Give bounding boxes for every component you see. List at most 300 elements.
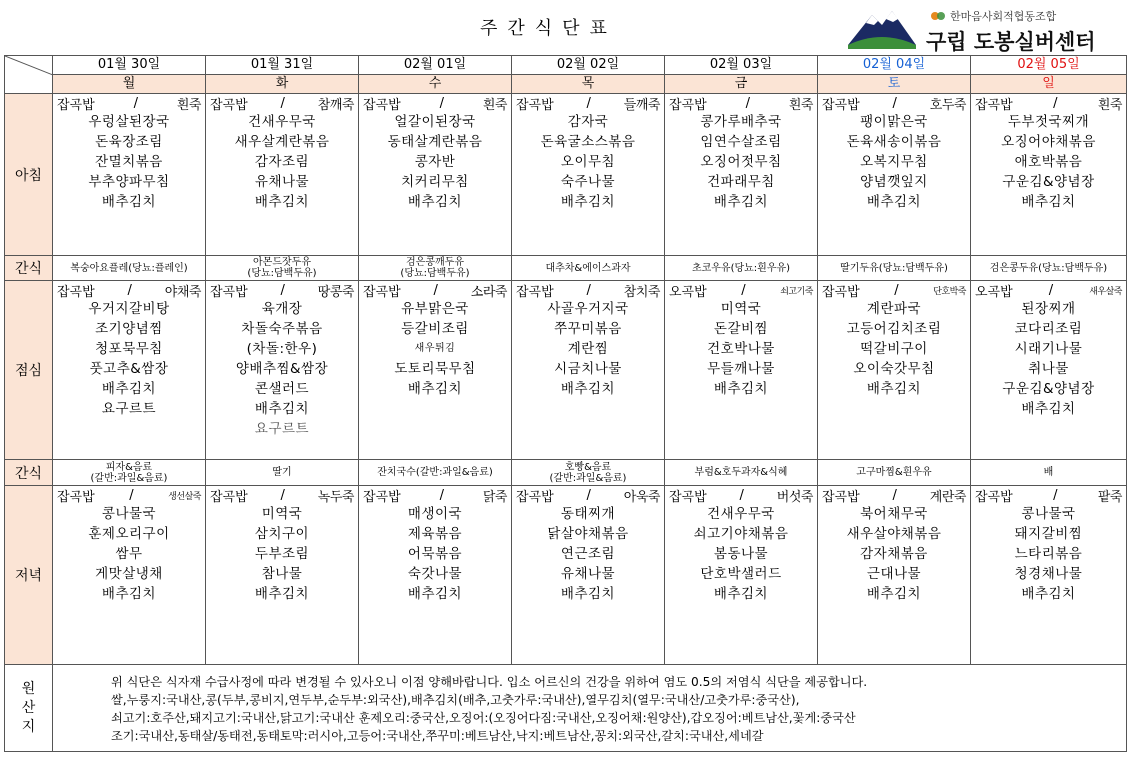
- date-cell: [359, 56, 512, 75]
- rice-type: 잡곡밥: [363, 284, 401, 300]
- menu-item: 유채나물: [560, 566, 616, 582]
- menu-item: 미역국: [720, 301, 762, 317]
- dinner-cell: [818, 486, 971, 665]
- menu-item: 배추김치: [101, 194, 157, 210]
- weekday-cell: [818, 75, 971, 94]
- rice-type: 잡곡밥: [822, 489, 860, 505]
- date-cell: [53, 56, 206, 75]
- separator: /: [433, 282, 438, 298]
- menu-item: 숙주나물: [560, 174, 616, 190]
- snack-text: (당뇨:담백두유): [247, 268, 317, 279]
- menu-item: 코다리조림: [1014, 321, 1083, 337]
- snack1-label: 간식: [5, 256, 53, 281]
- snack-text: 대추차&에이스과자: [545, 262, 631, 274]
- org-name: 구립 도봉실버센터: [926, 30, 1096, 54]
- menu-item: (차돌:한우): [246, 341, 318, 357]
- snack2-cell: [206, 460, 359, 486]
- snack2-cell: [665, 460, 818, 486]
- menu-item: 숙갓나물: [407, 566, 463, 582]
- snack-text: 고구마찜&흰우유: [856, 467, 932, 478]
- porridge-type: 버섯죽: [776, 489, 813, 505]
- lunch-cell: [512, 281, 665, 460]
- date-cell: [971, 56, 1127, 75]
- menu-item: 청포묵무침: [95, 341, 163, 357]
- menu-item: 배추김치: [713, 586, 769, 602]
- weekly-menu-table: [4, 55, 1127, 752]
- porridge-type: 흰죽: [788, 97, 813, 113]
- separator: /: [741, 282, 746, 298]
- lunch-cell: [818, 281, 971, 460]
- snack-text: 복숭아요플레(당뇨:플레인): [70, 262, 188, 274]
- menu-item: 돈갈비찜: [713, 321, 769, 337]
- menu-item: 조기양념찜: [95, 321, 163, 337]
- date-label: 02월 03일: [709, 57, 773, 72]
- menu-item: 부추양파무침: [88, 174, 170, 190]
- org-subtitle: [930, 8, 1056, 24]
- dinner-row: [5, 486, 1127, 665]
- snack1-cell: [971, 256, 1127, 281]
- rice-porridge-line: [971, 94, 1126, 112]
- rice-type: 잡곡밥: [57, 284, 95, 300]
- lunch-label: 점심: [5, 281, 53, 460]
- menu-item: 콩나물국: [101, 506, 157, 522]
- snack2-cell: [53, 460, 206, 486]
- rice-porridge-line: [206, 94, 358, 112]
- menu-item: 쇠고기야채볶음: [693, 526, 789, 542]
- porridge-type: 닭죽: [482, 489, 507, 505]
- weekday-label: 금: [665, 75, 817, 93]
- rice-porridge-line: [359, 486, 511, 504]
- menu-item: 양념깻잎지: [860, 174, 928, 190]
- menu-item: 근대나물: [866, 566, 922, 582]
- snack1-cell: [359, 256, 512, 281]
- weekday-label: 화: [206, 75, 358, 93]
- dinner-cell: [206, 486, 359, 665]
- snack-text: (갈반:과일&음료): [549, 472, 627, 484]
- separator: /: [439, 487, 444, 503]
- rice-porridge-line: [818, 486, 970, 504]
- menu-item: 새우튀김: [414, 343, 456, 354]
- separator: /: [745, 95, 750, 111]
- menu-item: 단호박샐러드: [700, 566, 782, 582]
- menu-item: 풋고추&쌈장: [89, 361, 169, 377]
- lunch-row: [5, 281, 1127, 460]
- weekday-row: [5, 75, 1127, 94]
- menu-item: 배추김치: [407, 586, 463, 602]
- origin-line: 조기:국내산,동태살/동태전,동태토막:러시아,고등어:국내산,쭈꾸미:베트남산,낙지:베트남산,꽁치:외국산,갈치:국내산,세네갈: [111, 729, 764, 743]
- separator: /: [892, 487, 897, 503]
- rice-porridge-line: [53, 94, 205, 112]
- rice-type: 잡곡밥: [975, 489, 1013, 505]
- menu-item: 동태찌개: [560, 506, 616, 522]
- menu-item: 배추김치: [1021, 586, 1076, 602]
- weekday-cell: [971, 75, 1127, 94]
- menu-item: 삼치구이: [254, 526, 310, 542]
- rice-type: 잡곡밥: [822, 284, 860, 300]
- menu-item: 유채나물: [254, 174, 310, 190]
- snack2-label: 간식: [5, 460, 53, 486]
- separator: /: [1048, 282, 1054, 298]
- menu-item: 요구르트: [254, 421, 310, 437]
- menu-item: 배추김치: [866, 194, 922, 210]
- snack-text: 딸기두유(당뇨:담백두유): [840, 262, 948, 274]
- porridge-type: 녹두죽: [317, 489, 354, 505]
- menu-item: 새우살야채볶음: [846, 526, 942, 542]
- menu-item: 쭈꾸미볶음: [554, 321, 622, 337]
- date-cell: [206, 56, 359, 75]
- breakfast-cell: [818, 94, 971, 256]
- menu-item: 봄동나물: [713, 546, 769, 562]
- porridge-type: 참깨죽: [317, 97, 354, 113]
- menu-item: 고등어김치조림: [846, 321, 942, 337]
- menu-item: 배추김치: [101, 381, 157, 397]
- menu-item: 돼지갈비찜: [1014, 526, 1083, 542]
- menu-item: 오징어젓무침: [700, 154, 782, 170]
- dinner-cell: [971, 486, 1127, 665]
- origin-label-char: 산: [21, 699, 36, 716]
- snack2-row: [5, 460, 1127, 486]
- menu-item: 배추김치: [866, 586, 922, 602]
- rice-porridge-line: [206, 281, 358, 299]
- porridge-type: 야채죽: [164, 284, 201, 300]
- weekday-cell: [359, 75, 512, 94]
- lunch-cell: [665, 281, 818, 460]
- menu-item: 배추김치: [560, 586, 616, 602]
- weekday-cell: [512, 75, 665, 94]
- porridge-type: 호두죽: [929, 97, 966, 113]
- porridge-type: 생선살죽: [168, 491, 201, 502]
- rice-type: 잡곡밥: [57, 97, 95, 113]
- rice-type: 잡곡밥: [516, 284, 554, 300]
- origin-label: [5, 665, 53, 752]
- menu-item: 우렁살된장국: [88, 114, 170, 130]
- rice-type: 잡곡밥: [975, 97, 1013, 113]
- menu-item: 제육볶음: [407, 526, 463, 542]
- menu-item: 배추김치: [254, 194, 310, 210]
- menu-item: 건파래무침: [707, 174, 775, 190]
- snack2-cell: [512, 460, 665, 486]
- separator: /: [280, 487, 285, 503]
- rice-porridge-line: [359, 94, 511, 112]
- dinner-cell: [512, 486, 665, 665]
- menu-item: 된장찌개: [1021, 301, 1076, 317]
- rice-type: 오곡밥: [669, 284, 707, 300]
- menu-item: 육개장: [261, 301, 303, 317]
- menu-item: 배추김치: [560, 194, 616, 210]
- rice-type: 잡곡밥: [516, 97, 554, 113]
- porridge-type: 소라죽: [470, 284, 507, 300]
- snack-text: 피자&음료: [105, 461, 153, 473]
- rice-type: 잡곡밥: [669, 97, 707, 113]
- rice-type: 잡곡밥: [210, 97, 248, 113]
- menu-item: 배추김치: [1021, 194, 1076, 210]
- breakfast-row: [5, 94, 1127, 256]
- separator: /: [280, 95, 285, 111]
- origin-label-char: 지: [21, 718, 36, 735]
- separator: /: [280, 282, 285, 298]
- menu-item: 시금치나물: [554, 361, 622, 377]
- porridge-type: 쇠고기죽: [780, 286, 813, 297]
- snack2-cell: [971, 460, 1127, 486]
- rice-porridge-line: [665, 94, 817, 112]
- menu-item: 구운김&양념장: [1002, 381, 1095, 397]
- date-cell: [512, 56, 665, 75]
- menu-item: 양배추찜&쌈장: [235, 361, 329, 377]
- menu-item: 배추김치: [1021, 401, 1076, 417]
- menu-item: 구운김&양념장: [1002, 174, 1095, 190]
- lunch-cell: [359, 281, 512, 460]
- menu-item: 건새우무국: [248, 114, 316, 130]
- porridge-type: 흰죽: [482, 97, 507, 113]
- menu-item: 치커리무침: [401, 174, 469, 190]
- snack1-cell: [818, 256, 971, 281]
- porridge-type: 들깨죽: [623, 97, 660, 113]
- rice-porridge-line: [359, 281, 511, 299]
- menu-item: 팽이맑은국: [860, 114, 928, 130]
- rice-type: 잡곡밥: [210, 489, 248, 505]
- rice-porridge-line: [665, 486, 817, 504]
- menu-item: 등갈비조림: [401, 321, 469, 337]
- snack-text: 초코우유(당뇨:흰우유): [691, 262, 791, 274]
- breakfast-cell: [665, 94, 818, 256]
- menu-item: 동태살계란볶음: [387, 134, 483, 150]
- menu-item: 두부조림: [254, 546, 310, 562]
- menu-item: 새우살계란볶음: [234, 134, 330, 150]
- menu-item: 요구르트: [101, 401, 157, 417]
- menu-item: 배추김치: [407, 194, 463, 210]
- breakfast-cell: [359, 94, 512, 256]
- menu-item: 도토리묵무침: [394, 361, 476, 377]
- menu-item: 닭살야채볶음: [547, 526, 629, 542]
- weekday-label: 목: [512, 75, 664, 93]
- porridge-type: 땅콩죽: [317, 284, 354, 300]
- rice-type: 잡곡밥: [210, 284, 248, 300]
- snack1-cell: [512, 256, 665, 281]
- separator: /: [1053, 95, 1058, 111]
- lunch-cell: [53, 281, 206, 460]
- menu-item: 시래기나물: [1014, 341, 1083, 357]
- weekday-label: 수: [359, 75, 511, 93]
- date-label: 01월 31일: [250, 57, 314, 72]
- menu-item: 건호박나물: [707, 341, 775, 357]
- breakfast-cell: [971, 94, 1127, 256]
- snack1-cell: [665, 256, 818, 281]
- snack-text: 잔치국수(갈반:과일&음료): [377, 467, 493, 478]
- snack2-cell: [359, 460, 512, 486]
- menu-item: 콩가루배추국: [700, 114, 782, 130]
- menu-item: 애호박볶음: [1014, 154, 1083, 170]
- menu-item: 돈육굴소스볶음: [540, 134, 636, 150]
- org-emblem-icon: [930, 10, 946, 22]
- menu-item: 우거지갈비탕: [88, 301, 170, 317]
- menu-item: 떡갈비구이: [860, 341, 928, 357]
- rice-type: 잡곡밥: [822, 97, 860, 113]
- rice-porridge-line: [818, 94, 970, 112]
- snack2-cell: [818, 460, 971, 486]
- menu-item: 유부맑은국: [401, 301, 469, 317]
- menu-item: 콘샐러드: [254, 381, 310, 397]
- date-cell: [665, 56, 818, 75]
- dinner-label: 저녁: [5, 486, 53, 665]
- menu-item: 게맛살냉채: [95, 566, 163, 582]
- origin-line: 위 식단은 식자재 수급사정에 따라 변경될 수 있사오니 이점 양해바랍니다. 입소 어르신의 건강을 위하여 염도 0.5의 저염식 식단을 제공합니다.: [111, 675, 868, 689]
- corner-cell: [5, 56, 53, 94]
- weekday-label: 일: [971, 75, 1126, 93]
- rice-porridge-line: [665, 281, 817, 299]
- mountain-logo-icon: [846, 5, 918, 49]
- menu-item: 콩나물국: [1021, 506, 1076, 522]
- separator: /: [586, 487, 591, 503]
- menu-item: 쌈무: [115, 546, 143, 562]
- page-header: [0, 0, 1128, 55]
- menu-item: 청경채나물: [1014, 566, 1083, 582]
- rice-porridge-line: [818, 281, 970, 299]
- porridge-type: 참치죽: [623, 284, 660, 300]
- porridge-type: 아욱죽: [623, 489, 660, 505]
- rice-porridge-line: [53, 281, 205, 299]
- menu-item: 돈육새송이볶음: [846, 134, 942, 150]
- rice-type: 잡곡밥: [363, 489, 401, 505]
- menu-item: 배추김치: [713, 194, 769, 210]
- rice-type: 잡곡밥: [516, 489, 554, 505]
- menu-item: 연근조림: [560, 546, 616, 562]
- diagonal-divider: [5, 56, 53, 94]
- origin-row: [5, 665, 1127, 752]
- snack-text: (갈반:과일&음료): [90, 472, 168, 484]
- date-label: 02월 01일: [403, 57, 467, 72]
- menu-item: 무들깨나물: [707, 361, 775, 377]
- separator: /: [127, 282, 132, 298]
- lunch-cell: [206, 281, 359, 460]
- separator: /: [892, 95, 897, 111]
- breakfast-label: 아침: [5, 94, 53, 256]
- separator: /: [1053, 487, 1058, 503]
- porridge-type: 흰죽: [176, 97, 201, 113]
- separator: /: [739, 487, 744, 503]
- rice-porridge-line: [512, 94, 664, 112]
- menu-item: 배추김치: [713, 381, 769, 397]
- snack-text: 아몬드잣두유: [253, 257, 311, 268]
- weekday-label: 월: [53, 75, 205, 93]
- menu-item: 감자채볶음: [860, 546, 928, 562]
- menu-item: 사골우거지국: [547, 301, 629, 317]
- breakfast-cell: [53, 94, 206, 256]
- menu-item: 건새우무국: [707, 506, 775, 522]
- snack-text: (당뇨:담백두유): [400, 268, 470, 279]
- snack-text: 검은콩두유(당뇨:담백두유): [989, 262, 1108, 274]
- porridge-type: 팥죽: [1097, 489, 1122, 505]
- rice-type: 잡곡밥: [669, 489, 707, 505]
- date-label: 02월 02일: [556, 57, 620, 72]
- menu-item: 계란파국: [866, 301, 922, 317]
- weekday-label: 토: [818, 75, 970, 93]
- snack-text: 부럼&호두과자&식혜: [694, 467, 788, 478]
- porridge-type: 흰죽: [1097, 97, 1122, 113]
- origin-notes: [53, 665, 1127, 752]
- separator: /: [133, 95, 138, 111]
- date-label: 02월 04일: [862, 57, 926, 72]
- menu-item: 북어채무국: [860, 506, 928, 522]
- menu-item: 배추김치: [254, 401, 310, 417]
- menu-item: 임연수살조림: [700, 134, 782, 150]
- origin-label-char: 원: [21, 680, 36, 697]
- menu-item: 감자조림: [254, 154, 310, 170]
- date-row: [5, 56, 1127, 75]
- menu-item: 얼갈이된장국: [394, 114, 476, 130]
- snack1-row: [5, 256, 1127, 281]
- breakfast-cell: [512, 94, 665, 256]
- rice-porridge-line: [512, 486, 664, 504]
- menu-item: 오이숙갓무침: [853, 361, 935, 377]
- snack1-cell: [206, 256, 359, 281]
- porridge-type: 계란죽: [929, 489, 966, 505]
- menu-item: 매생이국: [407, 506, 463, 522]
- separator: /: [129, 487, 134, 503]
- dinner-cell: [665, 486, 818, 665]
- menu-item: 오이무침: [560, 154, 616, 170]
- rice-type: 오곡밥: [975, 284, 1013, 300]
- menu-item: 배추김치: [866, 381, 922, 397]
- rice-type: 잡곡밥: [57, 489, 95, 505]
- separator: /: [586, 282, 591, 298]
- origin-line: 쇠고기:호주산,돼지고기:국내산,닭고기:국내산 훈제오리:중국산,오징어:(오징어다짐:국내산,오징어채:원양산),갑오징어:베트남산,꽃게:중국산: [111, 711, 856, 725]
- menu-item: 두부젓국찌개: [1007, 114, 1090, 130]
- date-label: 01월 30일: [97, 57, 161, 72]
- menu-item: 돈육장조림: [95, 134, 163, 150]
- weekday-cell: [206, 75, 359, 94]
- menu-item: 오복지무침: [860, 154, 928, 170]
- menu-item: 어묵볶음: [407, 546, 463, 562]
- dinner-cell: [53, 486, 206, 665]
- rice-porridge-line: [53, 486, 205, 504]
- rice-porridge-line: [206, 486, 358, 504]
- snack-text: 호빵&음료: [564, 461, 612, 473]
- rice-porridge-line: [971, 486, 1126, 504]
- separator: /: [439, 95, 444, 111]
- menu-item: 배추김치: [560, 381, 616, 397]
- menu-item: 취나물: [1028, 361, 1069, 377]
- menu-item: 배추김치: [101, 586, 157, 602]
- snack-text: 배: [1043, 467, 1054, 478]
- date-label: 02월 05일: [1017, 57, 1080, 72]
- rice-porridge-line: [971, 281, 1126, 299]
- rice-porridge-line: [512, 281, 664, 299]
- lunch-cell: [971, 281, 1127, 460]
- porridge-type: 새우살죽: [1089, 286, 1122, 297]
- breakfast-cell: [206, 94, 359, 256]
- org-small-name: 한마음사회적협동조합: [950, 10, 1057, 23]
- menu-item: 오징어야채볶음: [1001, 134, 1096, 150]
- menu-item: 콩자반: [414, 154, 456, 170]
- menu-item: 훈제오리구이: [88, 526, 170, 542]
- menu-item: 잔멸치볶음: [95, 154, 163, 170]
- menu-item: 차돌숙주볶음: [241, 321, 323, 337]
- page-title: 주간식단표: [480, 18, 617, 39]
- weekday-cell: [53, 75, 206, 94]
- date-cell: [818, 56, 971, 75]
- menu-item: 미역국: [261, 506, 303, 522]
- snack-text: 딸기: [272, 467, 292, 478]
- weekday-cell: [665, 75, 818, 94]
- menu-item: 배추김치: [254, 586, 310, 602]
- rice-type: 잡곡밥: [363, 97, 401, 113]
- menu-item: 계란찜: [567, 341, 609, 357]
- menu-item: 참나물: [261, 566, 303, 582]
- menu-item: 배추김치: [407, 381, 463, 397]
- menu-item: 감자국: [567, 114, 609, 130]
- origin-line: 쌀,누룽지:국내산,콩(두부,콩비지,연두부,순두부:외국산),배추김치(배추,고춧가루:국내산),열무김치(열무:국내산/고춧가루:중국산),: [111, 693, 800, 707]
- snack1-cell: [53, 256, 206, 281]
